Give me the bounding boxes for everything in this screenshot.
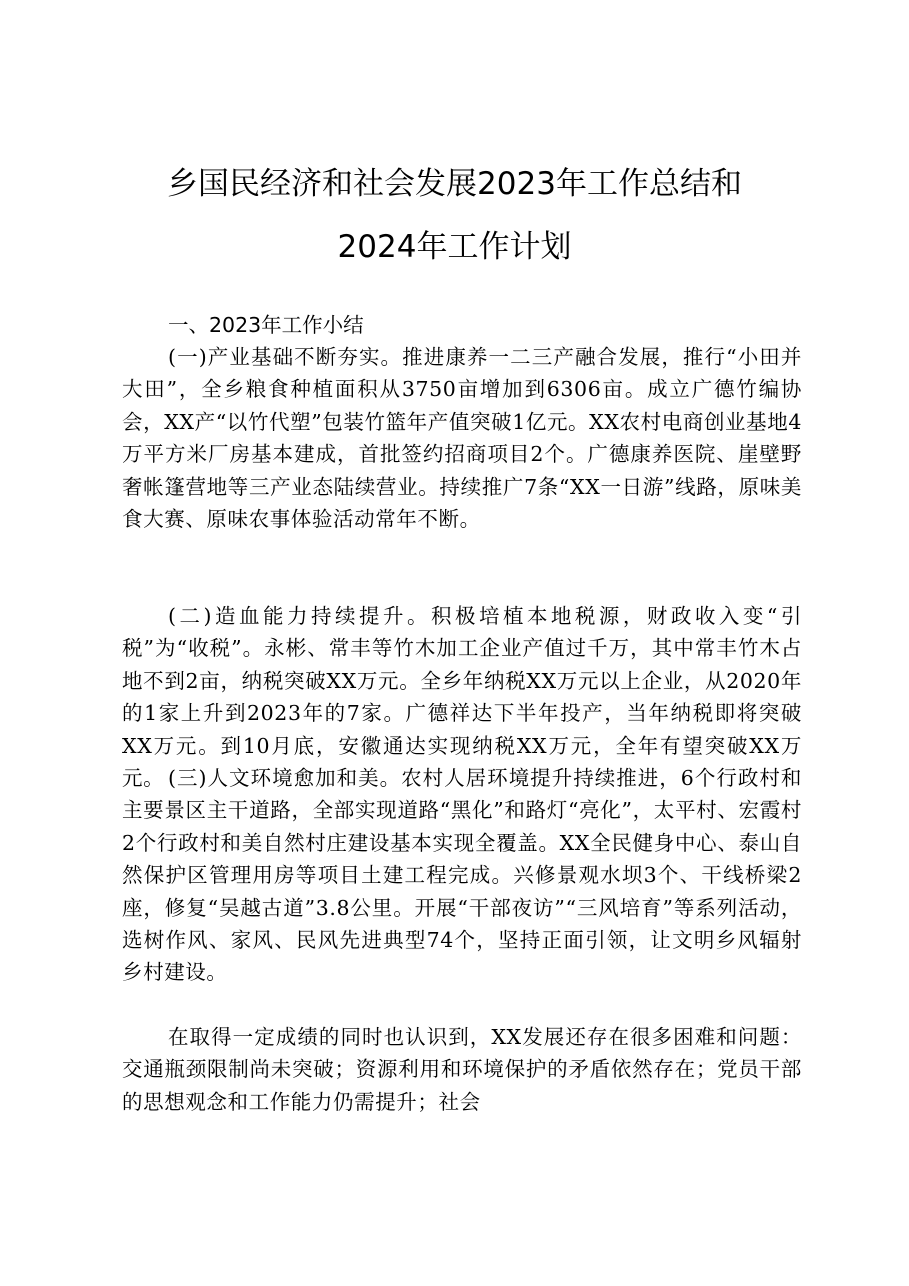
document-title-line1: 乡国民经济和社会发展2023年工作总结和: [167, 166, 742, 202]
paragraph-problems: [122, 1021, 802, 1118]
paragraph-text: 农村人居环境提升持续推进，6个行政村和主要景区主干道路，全部实现道路“黑化”和路灯“亮化”，太平村、宏霞村2个行政村和美自然村庄建设基本实现全覆盖。XX全民健身中心、泰山自然保护区管理用房等项目土建工程完成。兴修景观水坝3个、干线桥梁2座，修复“吴越古道”3.8公里。开展“干部夜访”“三风培育”等系列活动，选树作风、家风、民风先进典型74个，坚持正面引领，让文明乡风辐射乡村建设。: [122, 766, 802, 985]
paragraph-environment: [122, 762, 802, 989]
paragraph-lead: (二)造血能力持续提升。: [168, 604, 431, 628]
paragraph-lead: (三)人文环境愈加和美。: [168, 766, 402, 790]
paragraph-text: 积极培植本地税源，财政收入变“引税”为“收税”。永彬、常丰等竹木加工企业产值过千万，其中常丰竹木占地不到2亩，纳税突破XX万元。全乡年纳税XX万元以上企业，从2020年的1家上升到2023年的7家。广德祥达下半年投产，当年纳税即将突破XX万元。到10月底，安徽通达实现纳税XX万元，全年有望突破XX万元。: [122, 604, 802, 791]
paragraph-text: 推进康养一二三产融合发展，推行“小田并大田”，全乡粮食种植面积从3750亩增加到6306亩。成立广德竹编协会，XX产“以竹代塑”包装竹篮年产值突破1亿元。XX农村电商创业基地4万平方米厂房基本建成，首批签约招商项目2个。广德康养医院、崖壁野奢帐篷营地等三产业态陆续营业。持续推广7条“XX一日游”线路，原味美食大赛、原味农事体验活动常年不断。: [122, 345, 802, 532]
document-title-line2: 2024年工作计划: [337, 229, 572, 265]
paragraph-text: 在取得一定成绩的同时也认识到，XX发展还存在很多困难和问题：交通瓶颈限制尚未突破；资源利用和环境保护的矛盾依然存在；党员干部的思想观念和工作能力仍需提升；社会: [122, 1025, 802, 1114]
section-heading: 一、2023年工作小结: [168, 313, 364, 337]
paragraph-industry: [122, 341, 802, 535]
paragraph-lead: (一)产业基础不断夯实。: [168, 345, 403, 369]
